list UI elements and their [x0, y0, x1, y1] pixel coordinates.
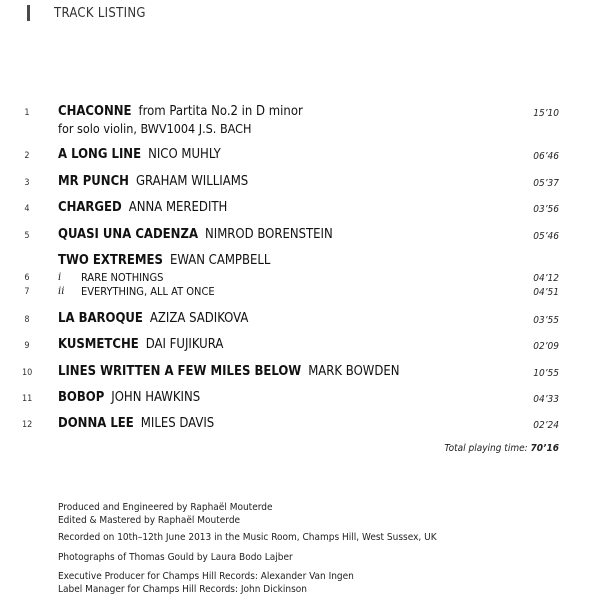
- track-composer: MILES DAVIS: [140, 416, 215, 431]
- credit-line: Label Manager for Champs Hill Records: John Dickinson: [58, 584, 307, 595]
- track-composer: DAI FUJIKURA: [145, 337, 224, 352]
- track-composer: JOHN HAWKINS: [111, 390, 201, 405]
- movement-numeral: ii: [58, 286, 65, 297]
- track-composer: EWAN CAMPBELL: [169, 253, 271, 268]
- track-duration: 04’51: [533, 287, 559, 298]
- track-number: 10: [22, 368, 33, 378]
- track-title-bold: MR PUNCH: [58, 174, 129, 189]
- track-title: [58, 416, 214, 431]
- track-title: [58, 147, 221, 162]
- track-title: [58, 227, 333, 242]
- track-duration: 05’37: [533, 178, 559, 189]
- credit-line: Photographs of Thomas Gould by Laura Bodo Lajber: [58, 552, 293, 563]
- track-title: [58, 253, 270, 268]
- movement-title: RARE NOTHINGS: [81, 271, 164, 284]
- track-composer: AZIZA SADIKOVA: [149, 311, 249, 326]
- track-duration: 03’56: [533, 204, 559, 215]
- track-title-bold: CHACONNE: [58, 104, 132, 119]
- track-number: 6: [24, 273, 30, 283]
- track-title-bold: DONNA LEE: [58, 416, 134, 431]
- track-duration: 10’55: [533, 368, 559, 379]
- track-title-bold: QUASI UNA CADENZA: [58, 227, 198, 242]
- track-title: [58, 364, 400, 379]
- credit-line: Edited & Mastered by Raphaël Mouterde: [58, 515, 241, 526]
- track-title-bold: TWO EXTREMES: [58, 253, 163, 268]
- track-composer: MARK BOWDEN: [308, 364, 400, 379]
- movement-numeral: i: [58, 272, 62, 283]
- track-number: 3: [24, 178, 30, 188]
- page-title: TRACK LISTING: [54, 6, 146, 21]
- credit-line: Executive Producer for Champs Hill Records: Alexander Van Ingen: [58, 571, 354, 582]
- track-number: 1: [24, 108, 30, 118]
- track-title: [58, 200, 227, 215]
- track-title: [58, 311, 248, 326]
- track-number: 2: [24, 151, 30, 161]
- track-composer: NICO MUHLY: [148, 147, 221, 162]
- track-title-bold: BOBOP: [58, 390, 105, 405]
- total-value: 70’16: [530, 443, 559, 454]
- track-duration: 02’09: [533, 341, 559, 352]
- track-number: 5: [24, 231, 30, 241]
- header-bar: [27, 5, 30, 21]
- track-duration: 06’46: [533, 151, 559, 162]
- total-label: Total playing time:: [444, 443, 528, 454]
- track-duration: 04’12: [533, 273, 559, 284]
- track-subtitle: for solo violin, BWV1004 J.S. BACH: [58, 121, 252, 136]
- track-title: [58, 390, 200, 405]
- track-title-bold: LINES WRITTEN A FEW MILES BELOW: [58, 364, 302, 379]
- track-number: 9: [24, 341, 30, 351]
- track-duration: 03’55: [533, 315, 559, 326]
- track-duration: 05’46: [533, 231, 559, 242]
- track-title: [58, 104, 303, 119]
- track-composer: GRAHAM WILLIAMS: [135, 174, 249, 189]
- track-title-bold: LA BAROQUE: [58, 311, 143, 326]
- track-number: 12: [22, 420, 33, 430]
- track-number: 7: [24, 287, 30, 297]
- track-duration: 04’33: [533, 394, 559, 405]
- track-duration: 02’24: [533, 420, 559, 431]
- track-composer: from Partita No.2 in D minor: [138, 104, 303, 119]
- track-composer: ANNA MEREDITH: [128, 200, 228, 215]
- track-title: [58, 337, 223, 352]
- track-duration: 15’10: [533, 108, 559, 119]
- track-composer: NIMROD BORENSTEIN: [205, 227, 333, 242]
- credit-line: Produced and Engineered by Raphaël Mouterde: [58, 502, 273, 513]
- movement-title: EVERYTHING, ALL AT ONCE: [81, 285, 215, 298]
- total-playing-time: [444, 443, 559, 454]
- track-number: 11: [22, 394, 33, 404]
- track-number: 8: [24, 315, 30, 325]
- track-title-bold: KUSMETCHE: [58, 337, 139, 352]
- track-number: 4: [24, 204, 30, 214]
- credit-line: Recorded on 10th–12th June 2013 in the Music Room, Champs Hill, West Sussex, UK: [58, 532, 437, 543]
- track-title-bold: A LONG LINE: [58, 147, 142, 162]
- track-title: [58, 174, 248, 189]
- track-title-bold: CHARGED: [58, 200, 122, 215]
